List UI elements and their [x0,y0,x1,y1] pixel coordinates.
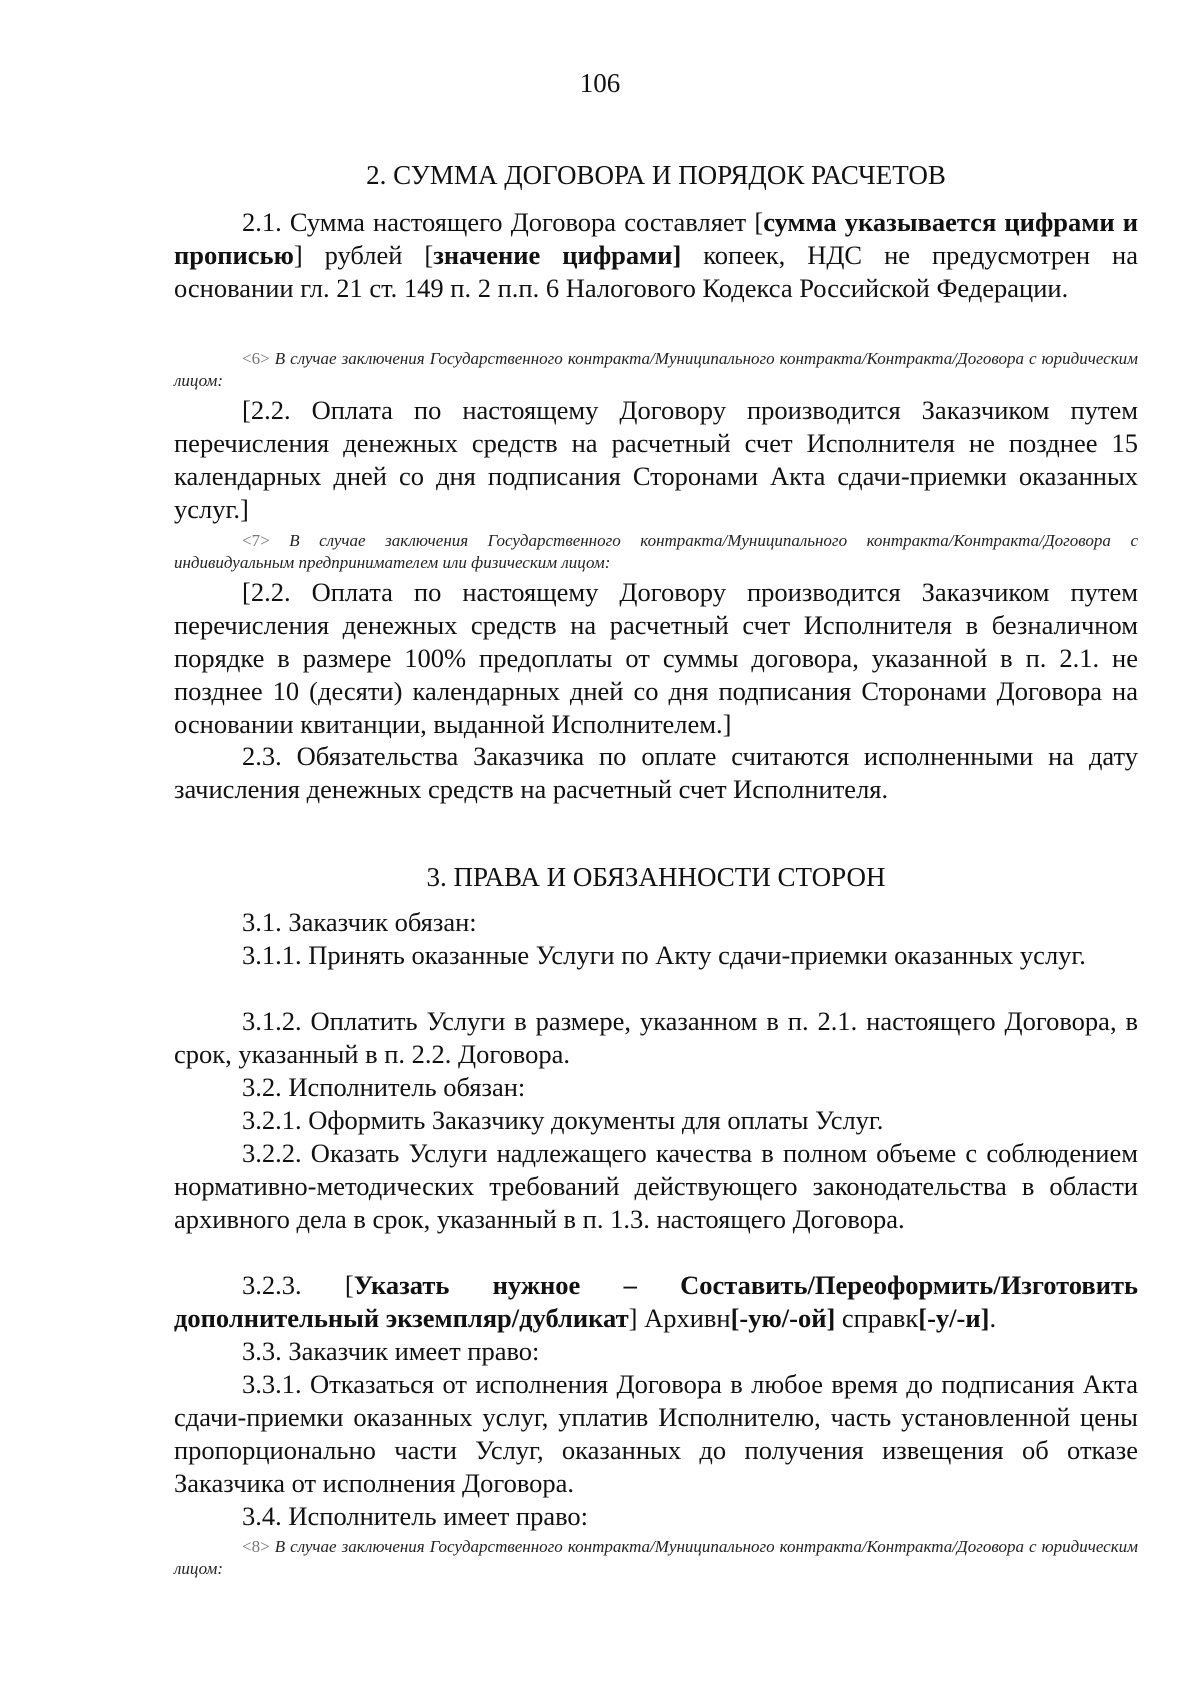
paragraph-2-1-text-c: ] рублей [ [293,240,434,270]
paragraph-2-1-bold-amount: сумма указывается цифрами и прописью [174,207,1138,270]
paragraph-3-2-3-bold-instruction: Указать нужное – Составить/Переоформить/Изготовить дополнительный экземпляр/дубликат [174,1270,1138,1333]
footnote-8 [174,1536,1138,1580]
footnote-8-number: <8> [242,1537,270,1556]
footnote-6-text: В случае заключения Государственного контракта/Муниципального контракта/Контракта/Договора с юридическим лицом: [174,349,1138,390]
paragraph-3-1-2: 3.1.2. Оплатить Услуги в размере, указанном в п. 2.1. настоящего Договора, в срок, указанный в п. 2.2. Договора. [174,1006,1138,1069]
paragraph-3-1-1: 3.1.1. Принять оказанные Услуги по Акту сдачи-приемки оказанных услуг. [242,940,1086,970]
paragraph-3-2-3-text-a: 3.2.3. [ [242,1270,354,1300]
paragraph-3-3: 3.3. Заказчик имеет право: [242,1336,540,1366]
section-2-heading: 2. СУММА ДОГОВОРА И ПОРЯДОК РАСЧЕТОВ [366,160,946,190]
paragraph-3-2-3-text-e: . [989,1303,997,1333]
footnote-6-number: <6> [242,349,270,368]
footnote-7 [174,530,1138,574]
paragraph-3-2-3-text-c: ] Архивн [628,1303,731,1333]
paragraph-2-2-individual: [2.2. Оплата по настоящему Договору производится Заказчиком путем перечисления денежных средств на расчетный счет Исполнителя в безналичном порядке в размере 100% предоплаты от суммы договора, указанной в п. 2.1. не позднее 10 (десяти) календарных дней со дня подписания Сторонами Договора на основании квитанции, выданной Исполнителем.] [174,577,1138,739]
paragraph-3-3-1: 3.3.1. Отказаться от исполнения Договора в любое время до подписания Акта сдачи-приемки оказанных услуг, уплатив Исполнителю, часть установленной цены пропорционально части Услуг, оказанных до получения извещения об отказе Заказчика от исполнения Договора. [174,1369,1138,1498]
footnote-7-text: В случае заключения Государственного контракта/Муниципального контракта/Контракта/Договора с индивидуальным предпринимателем или физическим лицом: [174,531,1138,572]
paragraph-3-2-2: 3.2.2. Оказать Услуги надлежащего качества в полном объеме с соблюдением нормативно-методических требований действующего законодательства в области архивного дела в срок, указанный в п. 1.3. настоящего Договора. [174,1138,1138,1234]
paragraph-2-1-text-d: копеек, НДС не предусмотрен на основании гл. 21 ст. 149 п. 2 п.п. 6 Налогового Кодекса Российской Федерации. [174,240,1138,303]
paragraph-3-4: 3.4. Исполнитель имеет право: [242,1501,589,1531]
paragraph-3-2: 3.2. Исполнитель обязан: [242,1072,526,1102]
paragraph-3-1: 3.1. Заказчик обязан: [242,907,477,937]
paragraph-3-2-3-bold-ending-1: [-ую/-ой] [730,1303,836,1333]
paragraph-2-1 [174,206,1138,305]
footnote-6 [174,348,1138,392]
paragraph-3-2-1: 3.2.1. Оформить Заказчику документы для оплаты Услуг. [242,1105,884,1135]
paragraph-3-2-3 [174,1269,1138,1335]
section-3-heading: 3. ПРАВА И ОБЯЗАННОСТИ СТОРОН [426,862,886,892]
footnote-8-text: В случае заключения Государственного контракта/Муниципального контракта/Контракта/Договора с юридическим лицом: [174,1537,1138,1578]
paragraph-2-1-bold-kopecks: значение цифрами] [433,240,682,270]
paragraph-2-3: 2.3. Обязательства Заказчика по оплате считаются исполненными на дату зачисления денежных средств на расчетный счет Исполнителя. [174,741,1138,804]
paragraph-3-2-3-bold-ending-2: [-у/-и] [918,1303,990,1333]
page-number: 106 [579,68,621,98]
paragraph-3-2-3-text-d: справк [835,1303,919,1333]
paragraph-2-1-text-a: 2.1. Сумма настоящего Договора составляет [ [242,207,764,237]
paragraph-2-2-legal-entity: [2.2. Оплата по настоящему Договору производится Заказчиком путем перечисления денежных средств на расчетный счет Исполнителя не позднее 15 календарных дней со дня подписания Сторонами Акта сдачи-приемки оказанных услуг.] [174,395,1138,524]
footnote-7-number: <7> [242,531,270,550]
